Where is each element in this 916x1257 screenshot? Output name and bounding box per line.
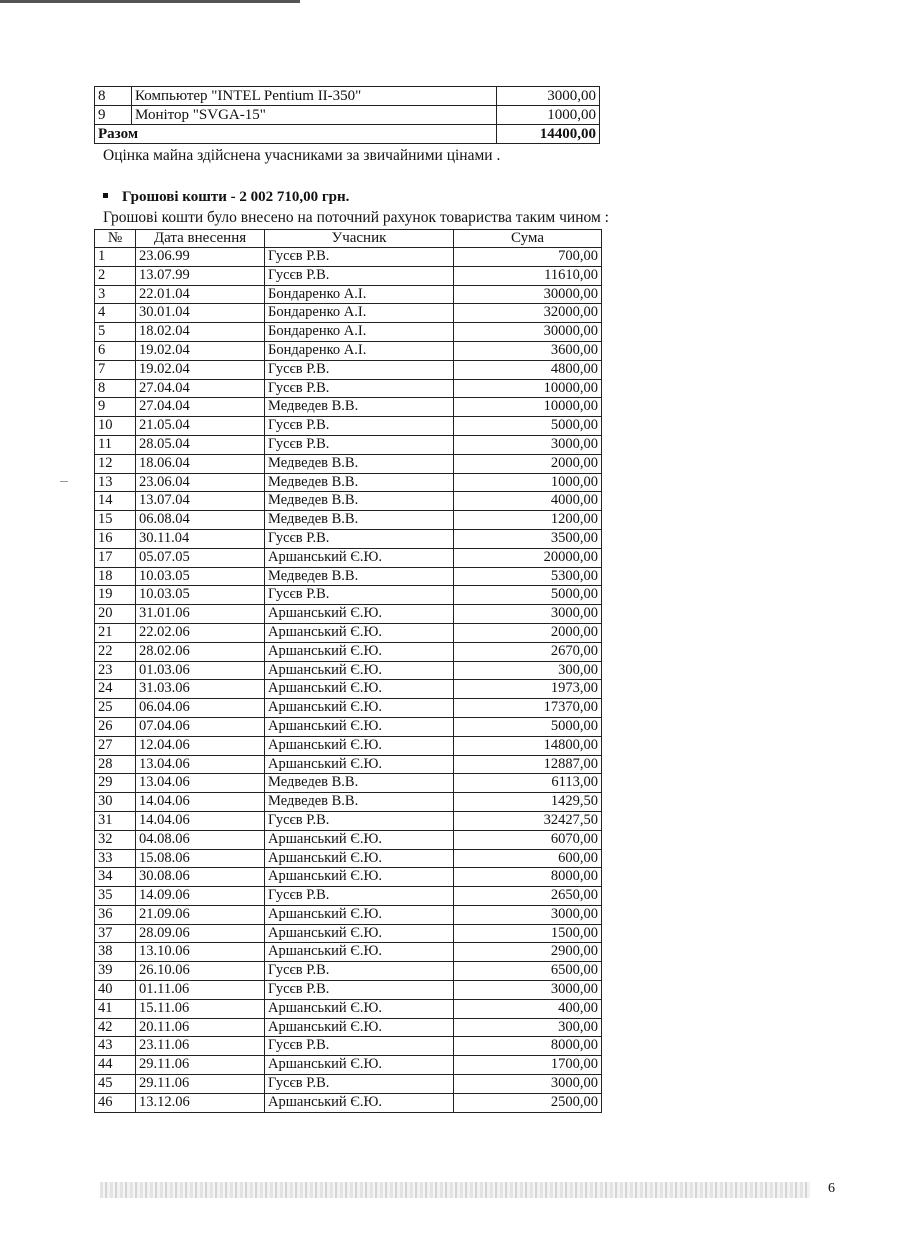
- row-number: 8: [95, 379, 136, 398]
- participant-name: Гусєв Р.В.: [265, 962, 454, 981]
- deposit-amount: 3000,00: [454, 905, 602, 924]
- row-number: 13: [95, 473, 136, 492]
- deposit-amount: 1973,00: [454, 680, 602, 699]
- row-number: 14: [95, 492, 136, 511]
- deposit-date: 14.04.06: [136, 811, 265, 830]
- table-row: [95, 849, 602, 868]
- participant-name: Аршанський Є.Ю.: [265, 905, 454, 924]
- deposit-date: 13.07.04: [136, 492, 265, 511]
- deposit-amount: 12887,00: [454, 755, 602, 774]
- scan-top-line: [0, 0, 300, 3]
- deposit-amount: 2000,00: [454, 623, 602, 642]
- participant-name: Аршанський Є.Ю.: [265, 605, 454, 624]
- row-number: 2: [95, 266, 136, 285]
- table-row: [95, 548, 602, 567]
- row-number: 41: [95, 999, 136, 1018]
- participant-name: Медведев В.В.: [265, 793, 454, 812]
- participant-name: Аршанський Є.Ю.: [265, 680, 454, 699]
- deposit-amount: 10000,00: [454, 379, 602, 398]
- row-number: 43: [95, 1037, 136, 1056]
- deposit-date: 14.09.06: [136, 887, 265, 906]
- deposit-amount: 2500,00: [454, 1093, 602, 1112]
- table-row: [95, 736, 602, 755]
- deposit-date: 18.06.04: [136, 454, 265, 473]
- item-name: Монітор "SVGA-15": [132, 106, 497, 125]
- deposit-date: 23.11.06: [136, 1037, 265, 1056]
- item-value: 1000,00: [497, 106, 600, 125]
- table-row: [95, 285, 602, 304]
- row-number: 26: [95, 717, 136, 736]
- participant-name: Аршанський Є.Ю.: [265, 623, 454, 642]
- page-number: 6: [828, 1181, 835, 1196]
- header-number: №: [95, 230, 136, 248]
- row-number: 24: [95, 680, 136, 699]
- deposit-amount: 300,00: [454, 1018, 602, 1037]
- deposit-date: 06.04.06: [136, 699, 265, 718]
- deposit-date: 23.06.99: [136, 248, 265, 267]
- participant-name: Аршанський Є.Ю.: [265, 1056, 454, 1075]
- row-number: 38: [95, 943, 136, 962]
- participant-name: Медведев В.В.: [265, 492, 454, 511]
- deposit-amount: 700,00: [454, 248, 602, 267]
- table-row: [95, 87, 600, 106]
- table-row: [95, 1018, 602, 1037]
- table-row: [95, 529, 602, 548]
- deposit-amount: 400,00: [454, 999, 602, 1018]
- table-row: [95, 887, 602, 906]
- table-row: [95, 774, 602, 793]
- header-amount: Сума: [454, 230, 602, 248]
- deposit-date: 14.04.06: [136, 793, 265, 812]
- row-number: 35: [95, 887, 136, 906]
- row-number: 11: [95, 435, 136, 454]
- section-heading: [103, 189, 349, 206]
- table-row: [95, 567, 602, 586]
- deposit-date: 07.04.06: [136, 717, 265, 736]
- deposit-amount: 5300,00: [454, 567, 602, 586]
- deposit-amount: 5000,00: [454, 717, 602, 736]
- row-number: 22: [95, 642, 136, 661]
- margin-mark: [60, 481, 68, 482]
- row-number: 19: [95, 586, 136, 605]
- row-number: 45: [95, 1075, 136, 1094]
- deposit-amount: 1700,00: [454, 1056, 602, 1075]
- table-row: [95, 454, 602, 473]
- participant-name: Гусєв Р.В.: [265, 1075, 454, 1094]
- deposit-amount: 17370,00: [454, 699, 602, 718]
- table-row: [95, 266, 602, 285]
- row-number: 21: [95, 623, 136, 642]
- table-row: [95, 1075, 602, 1094]
- row-number: 5: [95, 323, 136, 342]
- deposit-amount: 2670,00: [454, 642, 602, 661]
- row-number: 29: [95, 774, 136, 793]
- row-number: 30: [95, 793, 136, 812]
- row-number: 44: [95, 1056, 136, 1075]
- deposit-date: 31.03.06: [136, 680, 265, 699]
- table-row: [95, 586, 602, 605]
- deposit-date: 13.12.06: [136, 1093, 265, 1112]
- deposit-date: 10.03.05: [136, 567, 265, 586]
- participant-name: Гусєв Р.В.: [265, 1037, 454, 1056]
- deposit-date: 27.04.04: [136, 398, 265, 417]
- property-table: [94, 86, 600, 144]
- row-number: 9: [95, 106, 132, 125]
- deposit-date: 21.05.04: [136, 417, 265, 436]
- row-number: 39: [95, 962, 136, 981]
- deposit-amount: 1429,50: [454, 793, 602, 812]
- row-number: 15: [95, 511, 136, 530]
- deposit-amount: 300,00: [454, 661, 602, 680]
- row-number: 16: [95, 529, 136, 548]
- row-number: 40: [95, 981, 136, 1000]
- table-row: [95, 323, 602, 342]
- table-header-row: [95, 230, 602, 248]
- deposit-date: 30.01.04: [136, 304, 265, 323]
- participant-name: Аршанський Є.Ю.: [265, 1093, 454, 1112]
- row-number: 36: [95, 905, 136, 924]
- deposit-amount: 2000,00: [454, 454, 602, 473]
- table-row: [95, 248, 602, 267]
- table-row: [95, 868, 602, 887]
- row-number: 37: [95, 924, 136, 943]
- participant-name: Аршанський Є.Ю.: [265, 755, 454, 774]
- row-number: 31: [95, 811, 136, 830]
- row-number: 9: [95, 398, 136, 417]
- participant-name: Медведев В.В.: [265, 774, 454, 793]
- participant-name: Гусєв Р.В.: [265, 435, 454, 454]
- deposit-amount: 2650,00: [454, 887, 602, 906]
- row-number: 33: [95, 849, 136, 868]
- deposit-date: 13.07.99: [136, 266, 265, 285]
- deposit-date: 22.02.06: [136, 623, 265, 642]
- participant-name: Аршанський Є.Ю.: [265, 736, 454, 755]
- cash-table-body: [95, 248, 602, 1113]
- deposit-date: 12.04.06: [136, 736, 265, 755]
- deposit-intro-text: Грошові кошти було внесено на поточний рахунок товариства таким чином :: [103, 209, 609, 226]
- row-number: 10: [95, 417, 136, 436]
- deposit-date: 19.02.04: [136, 360, 265, 379]
- section-heading-text: Грошові кошти - 2 002 710,00 грн.: [122, 189, 350, 205]
- deposit-amount: 5000,00: [454, 586, 602, 605]
- row-number: 28: [95, 755, 136, 774]
- participant-name: Аршанський Є.Ю.: [265, 642, 454, 661]
- row-number: 4: [95, 304, 136, 323]
- table-row: [95, 905, 602, 924]
- participant-name: Гусєв Р.В.: [265, 417, 454, 436]
- deposit-amount: 1500,00: [454, 924, 602, 943]
- participant-name: Бондаренко А.І.: [265, 323, 454, 342]
- row-number: 3: [95, 285, 136, 304]
- deposit-amount: 4000,00: [454, 492, 602, 511]
- deposit-amount: 6113,00: [454, 774, 602, 793]
- deposit-date: 19.02.04: [136, 341, 265, 360]
- item-name: Компьютер "INTEL Pentium II-350": [132, 87, 497, 106]
- deposit-date: 06.08.04: [136, 511, 265, 530]
- row-number: 46: [95, 1093, 136, 1112]
- deposit-amount: 4800,00: [454, 360, 602, 379]
- table-row: [95, 699, 602, 718]
- deposit-amount: 1200,00: [454, 511, 602, 530]
- participant-name: Аршанський Є.Ю.: [265, 1018, 454, 1037]
- deposit-date: 13.04.06: [136, 774, 265, 793]
- participant-name: Гусєв Р.В.: [265, 248, 454, 267]
- total-value: 14400,00: [497, 125, 600, 144]
- deposit-date: 28.02.06: [136, 642, 265, 661]
- deposit-date: 20.11.06: [136, 1018, 265, 1037]
- table-row: [95, 106, 600, 125]
- row-number: 1: [95, 248, 136, 267]
- row-number: 8: [95, 87, 132, 106]
- header-participant: Учасник: [265, 230, 454, 248]
- total-row: [95, 125, 600, 144]
- participant-name: Гусєв Р.В.: [265, 529, 454, 548]
- deposit-amount: 32000,00: [454, 304, 602, 323]
- table-row: [95, 473, 602, 492]
- deposit-date: 28.05.04: [136, 435, 265, 454]
- header-date: Дата внесення: [136, 230, 265, 248]
- participant-name: Аршанський Є.Ю.: [265, 548, 454, 567]
- table-row: [95, 492, 602, 511]
- deposit-amount: 6500,00: [454, 962, 602, 981]
- participant-name: Бондаренко А.І.: [265, 341, 454, 360]
- row-number: 6: [95, 341, 136, 360]
- deposit-amount: 30000,00: [454, 323, 602, 342]
- deposit-amount: 11610,00: [454, 266, 602, 285]
- deposit-date: 29.11.06: [136, 1056, 265, 1075]
- footer-scan-noise: [100, 1182, 810, 1198]
- participant-name: Аршанський Є.Ю.: [265, 849, 454, 868]
- row-number: 23: [95, 661, 136, 680]
- table-row: [95, 924, 602, 943]
- table-row: [95, 717, 602, 736]
- deposit-amount: 8000,00: [454, 868, 602, 887]
- participant-name: Медведев В.В.: [265, 398, 454, 417]
- deposit-date: 30.11.04: [136, 529, 265, 548]
- participant-name: Медведев В.В.: [265, 567, 454, 586]
- table-row: [95, 1093, 602, 1112]
- table-row: [95, 962, 602, 981]
- deposit-amount: 8000,00: [454, 1037, 602, 1056]
- deposit-amount: 30000,00: [454, 285, 602, 304]
- deposit-amount: 2900,00: [454, 943, 602, 962]
- table-row: [95, 360, 602, 379]
- total-label: Разом: [95, 125, 497, 144]
- table-row: [95, 398, 602, 417]
- deposit-date: 15.11.06: [136, 999, 265, 1018]
- table-row: [95, 605, 602, 624]
- row-number: 25: [95, 699, 136, 718]
- deposit-amount: 3000,00: [454, 605, 602, 624]
- participant-name: Медведев В.В.: [265, 511, 454, 530]
- participant-name: Медведев В.В.: [265, 454, 454, 473]
- participant-name: Аршанський Є.Ю.: [265, 868, 454, 887]
- bullet-icon: [103, 193, 108, 198]
- table-row: [95, 642, 602, 661]
- participant-name: Аршанський Є.Ю.: [265, 699, 454, 718]
- deposit-date: 18.02.04: [136, 323, 265, 342]
- participant-name: Аршанський Є.Ю.: [265, 830, 454, 849]
- row-number: 12: [95, 454, 136, 473]
- participant-name: Гусєв Р.В.: [265, 266, 454, 285]
- deposit-amount: 3000,00: [454, 981, 602, 1000]
- deposit-amount: 3000,00: [454, 1075, 602, 1094]
- table-row: [95, 341, 602, 360]
- table-row: [95, 943, 602, 962]
- item-value: 3000,00: [497, 87, 600, 106]
- deposit-date: 01.11.06: [136, 981, 265, 1000]
- table-row: [95, 793, 602, 812]
- participant-name: Гусєв Р.В.: [265, 981, 454, 1000]
- deposit-date: 26.10.06: [136, 962, 265, 981]
- deposit-date: 15.08.06: [136, 849, 265, 868]
- table-row: [95, 379, 602, 398]
- cash-deposits-table: [94, 229, 602, 1113]
- table-row: [95, 661, 602, 680]
- row-number: 27: [95, 736, 136, 755]
- participant-name: Гусєв Р.В.: [265, 379, 454, 398]
- deposit-date: 23.06.04: [136, 473, 265, 492]
- table-row: [95, 999, 602, 1018]
- table-row: [95, 435, 602, 454]
- deposit-amount: 32427,50: [454, 811, 602, 830]
- table-row: [95, 811, 602, 830]
- participant-name: Аршанський Є.Ю.: [265, 717, 454, 736]
- deposit-date: 13.10.06: [136, 943, 265, 962]
- participant-name: Гусєв Р.В.: [265, 887, 454, 906]
- table-row: [95, 623, 602, 642]
- row-number: 17: [95, 548, 136, 567]
- deposit-amount: 5000,00: [454, 417, 602, 436]
- deposit-amount: 10000,00: [454, 398, 602, 417]
- participant-name: Аршанський Є.Ю.: [265, 999, 454, 1018]
- table-row: [95, 304, 602, 323]
- deposit-date: 31.01.06: [136, 605, 265, 624]
- table-row: [95, 511, 602, 530]
- table-row: [95, 1037, 602, 1056]
- deposit-date: 27.04.04: [136, 379, 265, 398]
- participant-name: Бондаренко А.І.: [265, 304, 454, 323]
- row-number: 7: [95, 360, 136, 379]
- deposit-amount: 20000,00: [454, 548, 602, 567]
- row-number: 32: [95, 830, 136, 849]
- table-row: [95, 680, 602, 699]
- participant-name: Гусєв Р.В.: [265, 811, 454, 830]
- deposit-date: 30.08.06: [136, 868, 265, 887]
- deposit-amount: 1000,00: [454, 473, 602, 492]
- deposit-date: 10.03.05: [136, 586, 265, 605]
- deposit-date: 13.04.06: [136, 755, 265, 774]
- participant-name: Гусєв Р.В.: [265, 586, 454, 605]
- deposit-amount: 6070,00: [454, 830, 602, 849]
- deposit-date: 04.08.06: [136, 830, 265, 849]
- participant-name: Гусєв Р.В.: [265, 360, 454, 379]
- row-number: 34: [95, 868, 136, 887]
- participant-name: Бондаренко А.І.: [265, 285, 454, 304]
- table-row: [95, 755, 602, 774]
- deposit-amount: 3600,00: [454, 341, 602, 360]
- deposit-date: 22.01.04: [136, 285, 265, 304]
- deposit-amount: 3500,00: [454, 529, 602, 548]
- deposit-amount: 14800,00: [454, 736, 602, 755]
- deposit-amount: 600,00: [454, 849, 602, 868]
- participant-name: Аршанський Є.Ю.: [265, 924, 454, 943]
- participant-name: Аршанський Є.Ю.: [265, 943, 454, 962]
- deposit-amount: 3000,00: [454, 435, 602, 454]
- row-number: 42: [95, 1018, 136, 1037]
- deposit-date: 29.11.06: [136, 1075, 265, 1094]
- deposit-date: 01.03.06: [136, 661, 265, 680]
- assessment-text: Оцінка майна здійснена учасниками за звичайними цінами .: [103, 147, 501, 164]
- deposit-date: 28.09.06: [136, 924, 265, 943]
- table-row: [95, 981, 602, 1000]
- table-row: [95, 417, 602, 436]
- row-number: 18: [95, 567, 136, 586]
- row-number: 20: [95, 605, 136, 624]
- table-row: [95, 830, 602, 849]
- deposit-date: 05.07.05: [136, 548, 265, 567]
- participant-name: Аршанський Є.Ю.: [265, 661, 454, 680]
- deposit-date: 21.09.06: [136, 905, 265, 924]
- participant-name: Медведев В.В.: [265, 473, 454, 492]
- table-row: [95, 1056, 602, 1075]
